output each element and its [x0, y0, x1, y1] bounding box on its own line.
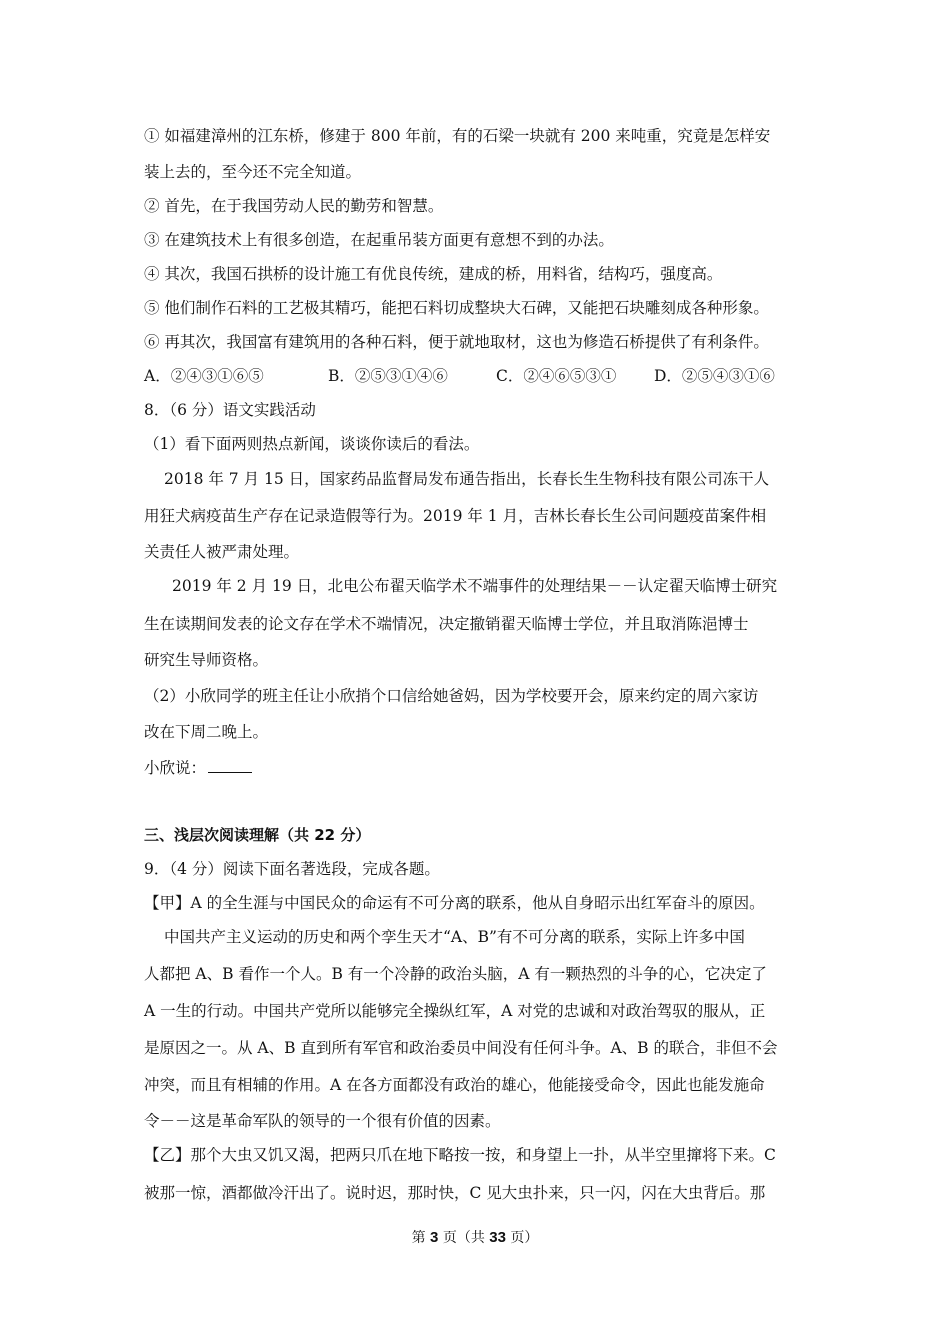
sentence-2: ② 首先，在于我国劳动人民的勤劳和智慧。 [144, 197, 444, 215]
total-pages: 33 [489, 1229, 506, 1246]
answer-blank[interactable] [208, 758, 252, 773]
passage-yi-line-2: 被那一惊，酒都做冷汗出了。说时迟，那时快，C 见大虫扑来，只一闪，闪在大虫背后。那 [144, 1184, 766, 1202]
news-1-line-3: 关责任人被严肃处理。 [144, 543, 300, 561]
passage-jia-line-5: 冲突，而且有相辅的作用。A 在各方面都没有政治的雄心，他能接受命令，因此也能发施命 [144, 1076, 765, 1094]
news-2-line-1: 2019 年 2 月 19 日，北电公布翟天临学术不端事件的处理结果－－认定翟天临博士研究 [172, 577, 778, 595]
passage-jia-line-1: 中国共产主义运动的历史和两个孪生天才“A、B”有不可分离的联系，实际上许多中国 [164, 928, 745, 946]
passage-jia-line-3: A 一生的行动。中国共产党所以能够完全操纵红军，A 对党的忠诚和对政治驾驭的服从，正 [144, 1002, 766, 1020]
news-2-line-3: 研究生导师资格。 [144, 651, 269, 669]
page-footer [0, 1228, 950, 1248]
sentence-6: ⑥ 再其次，我国富有建筑用的各种石料，便于就地取材，这也为修造石桥提供了有利条件。 [144, 333, 769, 351]
current-page-number: 3 [430, 1229, 439, 1246]
footer-prefix: 第 [411, 1230, 431, 1246]
question-9-title: 9．（4 分）阅读下面名著选段，完成各题。 [144, 860, 440, 878]
option-d: D．②⑤④③①⑥ [654, 367, 775, 385]
question-8-part-1: （1）看下面两则热点新闻，谈谈你读后的看法。 [144, 435, 480, 453]
news-2-line-2: 生在读期间发表的论文存在学术不端情况，决定撤销翟天临博士学位，并且取消陈浥博士 [144, 615, 749, 633]
option-a: A．②④③①⑥⑤ [144, 367, 264, 385]
news-1-line-1: 2018 年 7 月 15 日，国家药品监督局发布通告指出，长春长生生物科技有限公司冻干人 [164, 470, 770, 488]
passage-jia-line-2: 人都把 A、B 看作一个人。B 有一个冷静的政治头脑，A 有一颗热烈的斗争的心，它决定了 [144, 965, 767, 983]
answer-label: 小欣说： [144, 759, 207, 777]
sentence-4: ④ 其次，我国石拱桥的设计施工有优良传统，建成的桥，用料省，结构巧，强度高。 [144, 265, 723, 283]
passage-yi-line-1: 【乙】那个大虫又饥又渴，把两只爪在地下略按一按，和身望上一扑，从半空里撺将下来。C [144, 1146, 776, 1164]
news-1-line-2: 用狂犬病疫苗生产存在记录造假等行为。2019 年 1 月，吉林长春长生公司问题疫苗案件相 [144, 507, 767, 525]
option-c: C．②④⑥⑤③① [496, 367, 617, 385]
section-3-heading: 三、浅层次阅读理解（共 22 分） [144, 826, 371, 844]
answer-line [144, 758, 810, 778]
passage-jia-line-6: 令－－这是革命军队的领导的一个很有价值的因素。 [144, 1112, 501, 1130]
passage-jia-line-4: 是原因之一。从 A、B 直到所有军官和政治委员中间没有任何斗争。A、B 的联合，非但不会 [144, 1039, 778, 1057]
passage-jia-intro: 【甲】A 的全生涯与中国民众的命运有不可分离的联系，他从自身昭示出红军奋斗的原因。 [144, 894, 765, 912]
sentence-1: ① 如福建漳州的江东桥，修建于 800 年前，有的石梁一块就有 200 来吨重，究竟是怎样安 [144, 127, 771, 145]
question-8-title: 8．（6 分）语文实践活动 [144, 401, 316, 419]
sentence-3: ③ 在建筑技术上有很多创造，在起重吊装方面更有意想不到的办法。 [144, 231, 614, 249]
sentence-1-continued: 装上去的，至今还不完全知道。 [144, 163, 362, 181]
option-b: B．②⑤③①④⑥ [328, 367, 448, 385]
sentence-5: ⑤ 他们制作石料的工艺极其精巧，能把石料切成整块大石碑，又能把石块雕刻成各种形象。 [144, 299, 769, 317]
question-8-part-2-line-1: （2）小欣同学的班主任让小欣捎个口信给她爸妈，因为学校要开会，原来约定的周六家访 [144, 687, 759, 705]
question-8-part-2-line-2: 改在下周二晚上。 [144, 723, 269, 741]
footer-suffix: 页） [505, 1230, 539, 1246]
footer-middle: 页（共 [438, 1230, 490, 1246]
